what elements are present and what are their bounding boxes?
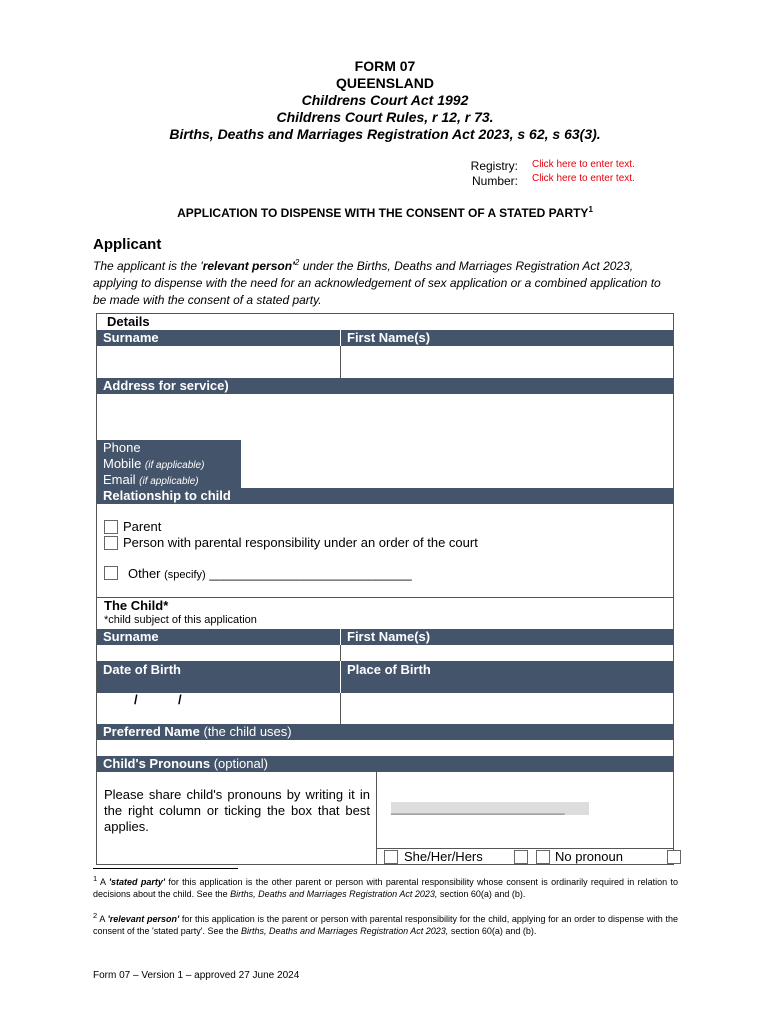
address-header: Address for service) <box>97 378 673 394</box>
first-names-header: First Name(s) <box>341 330 673 346</box>
relationship-header: Relationship to child <box>97 488 673 504</box>
child-first-names-input[interactable] <box>341 645 673 661</box>
pob-input[interactable] <box>341 693 673 724</box>
applicant-intro: The applicant is the 'relevant $person'^2$ under the Births, Deaths and Marriages Registration Act 2023, applying to dispense with the need for an acknowledgement of sex application or a combined application to be made with the consent of a stated party. <box>93 258 661 307</box>
pronouns-header: Child's Pronouns (optional) <box>97 756 673 772</box>
she-her-checkbox[interactable] <box>384 850 398 864</box>
she-her-label: She/Her/Hers <box>404 849 483 864</box>
applicant-heading: Applicant <box>93 236 162 253</box>
state-name: QUEENSLAND <box>335 75 434 91</box>
parent-checkbox[interactable] <box>104 520 118 534</box>
registry-label: Registry: <box>470 159 518 173</box>
divider <box>97 597 673 598</box>
application-title: APPLICATION TO DISPENSE WITH THE CONSENT OF A STATED PARTY$^1$ <box>177 205 593 220</box>
form-number: FORM 07 <box>354 58 416 74</box>
other-label: Other (specify) ____________________________ <box>128 566 412 581</box>
child-first-names-header: First Name(s) <box>341 629 673 645</box>
pob-header: Place of Birth <box>341 661 673 693</box>
footnote-1: $^1$ A 'stated party' for this application is the other parent or person with parental responsibility whose consent is ordinarily required in relation to decisions about the child. See the Births, Deaths and Marriages Registration Act 2023, section 60(a) and (b). <box>93 874 678 899</box>
child-note: *child subject of this application <box>104 614 257 626</box>
no-pronoun-checkbox[interactable] <box>536 850 550 864</box>
dob-separator: / <box>134 692 138 707</box>
details-heading: Details <box>107 314 150 329</box>
extra-checkbox[interactable] <box>667 850 681 864</box>
dob-separator: / <box>178 692 182 707</box>
rules-title: Childrens Court Rules, r 12, r 73. <box>276 109 494 125</box>
email-input[interactable] <box>241 472 673 488</box>
preferred-name-input[interactable] <box>97 740 673 756</box>
parental-responsibility-checkbox[interactable] <box>104 536 118 550</box>
parent-label: Parent <box>123 519 162 534</box>
footnote-2: $^2$ A 'relevant person' for this application is the parent or person with parental responsibility for the child, applying for an order to dispense with the consent of the 'stated party'. See the Births, Deaths and Marriages Registration Act 2023, section 60(a) and (b). <box>93 911 678 936</box>
parental-responsibility-label: Person with parental responsibility under an order of the court <box>123 535 478 550</box>
registry-field[interactable]: Click here to enter text. <box>532 159 635 170</box>
mobile-input[interactable] <box>241 456 673 473</box>
pronoun-instructions: Please share child's pronouns by writing it in the right column or ticking the box that best applies. <box>104 787 370 834</box>
other-checkbox[interactable] <box>104 566 118 580</box>
divider <box>376 772 377 865</box>
footnote-divider <box>93 868 238 869</box>
applicant-surname-input[interactable] <box>97 346 341 378</box>
child-heading: The Child* <box>104 598 169 613</box>
mobile-label: Mobile (if applicable) <box>97 456 241 472</box>
dob-header: Date of Birth <box>97 661 340 693</box>
email-label: Email (if applicable) <box>97 472 241 488</box>
she-her-alt-checkbox[interactable] <box>514 850 528 864</box>
page-footer: Form 07 – Version 1 – approved 27 June 2024 <box>93 970 300 981</box>
number-label: Number: <box>471 174 518 188</box>
phone-input[interactable] <box>241 440 673 457</box>
applicant-first-names-input[interactable] <box>341 346 673 378</box>
child-surname-input[interactable] <box>97 645 341 661</box>
act2-title: Births, Deaths and Marriages Registration Act 2023, s 62, s 63(3). <box>169 126 601 142</box>
number-field[interactable]: Click here to enter text. <box>532 173 635 184</box>
pronoun-line: ________________________ <box>391 800 565 815</box>
child-surname-header: Surname <box>97 629 340 645</box>
phone-label: Phone <box>97 440 241 456</box>
surname-header: Surname <box>97 330 340 346</box>
address-input[interactable] <box>97 394 673 440</box>
preferred-name-header: Preferred Name (the child uses) <box>97 724 673 740</box>
no-pronoun-label: No pronoun <box>555 849 623 864</box>
act-title: Childrens Court Act 1992 <box>301 92 469 108</box>
footnote-ref-1: 1 <box>588 205 593 214</box>
